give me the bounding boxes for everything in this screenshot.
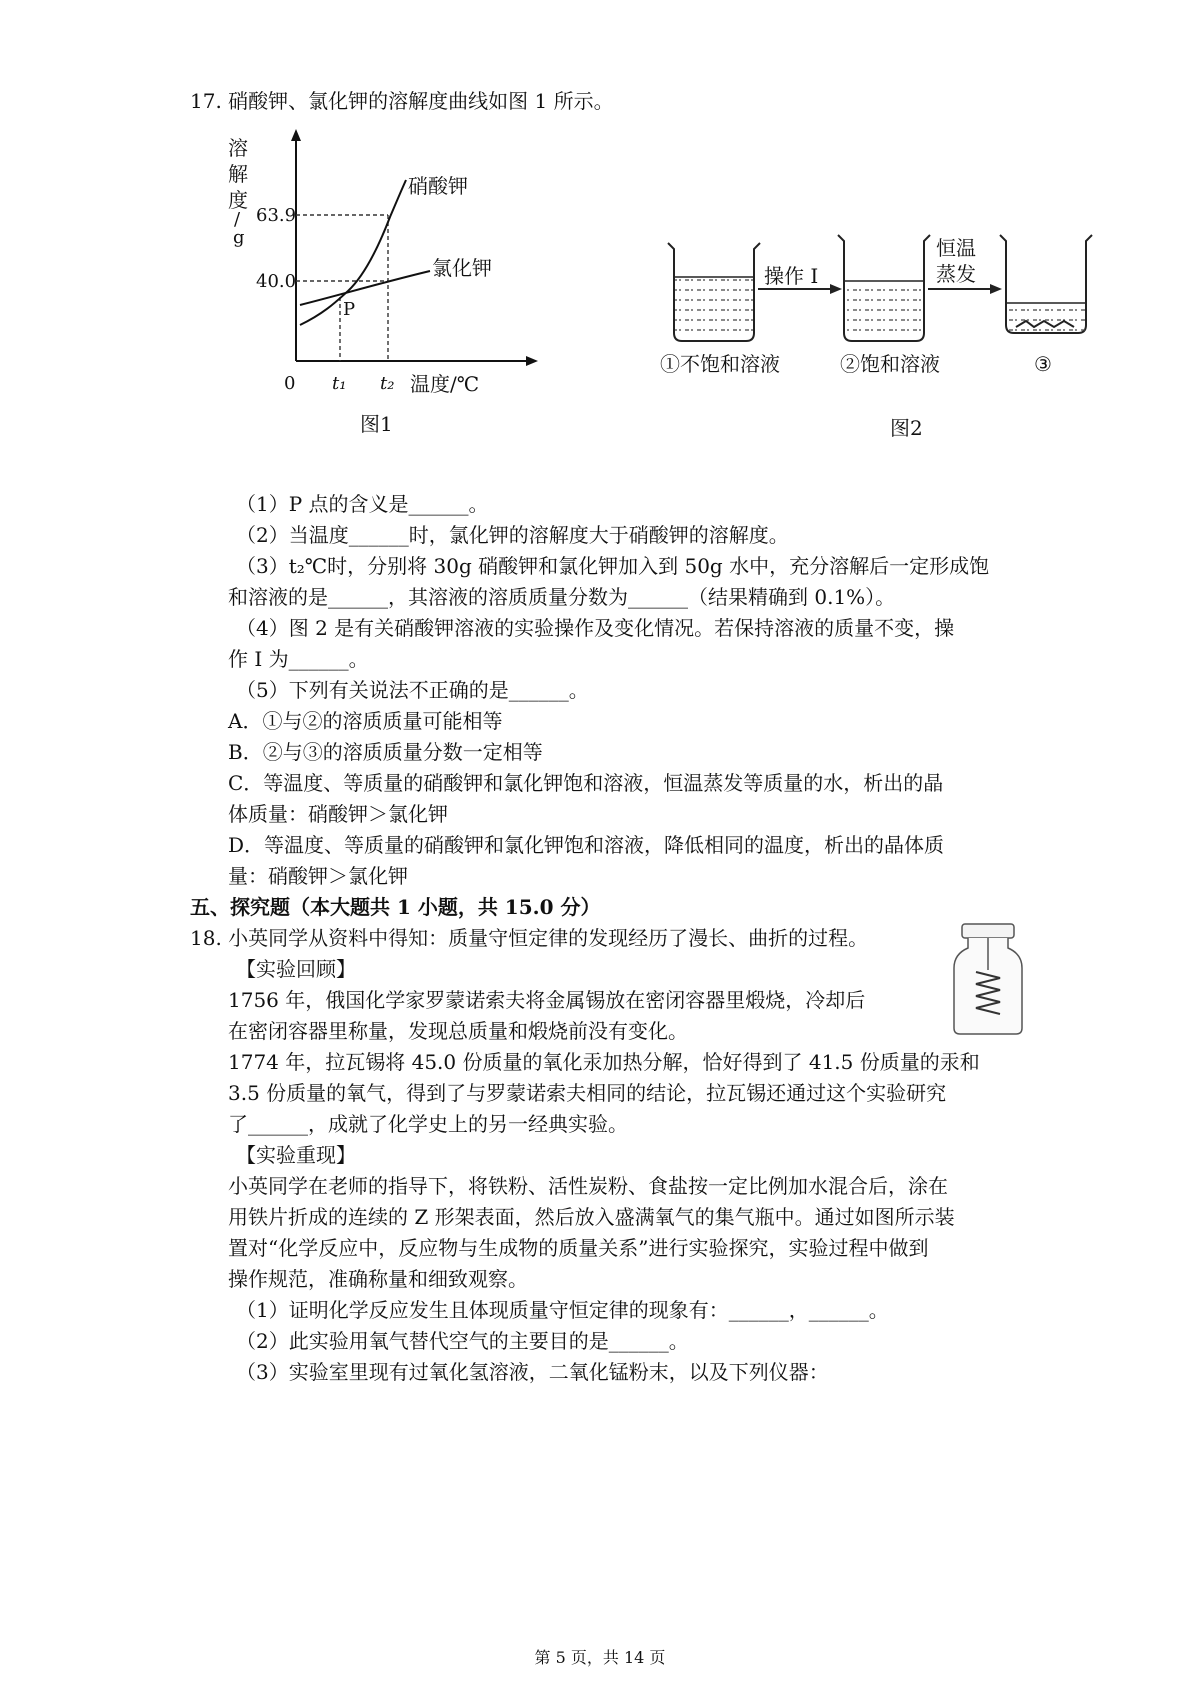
q18-heading-reproduce: 【实验重现】	[236, 1143, 356, 1167]
q18-line: 18. 小英同学从资料中得知：质量守恒定律的发现经历了漫长、曲折的过程。	[190, 926, 869, 950]
q18-line: 置对“化学反应中，反应物与生成物的质量关系”进行实验探究，实验过程中做到	[228, 1236, 929, 1260]
q18-line: 了______，成就了化学史上的另一经典实验。	[228, 1112, 628, 1136]
x-tick-t1: t₁	[332, 373, 347, 394]
q18-line: 操作规范，准确称量和细致观察。	[228, 1267, 528, 1291]
q17-line: （3）t₂℃时，分别将 30g 硝酸钾和氯化钾加入到 50g 水中，充分溶解后一定形成饱	[236, 554, 990, 578]
q18-line: （1）证明化学反应发生且体现质量守恒定律的现象有：______，______。	[236, 1298, 889, 1322]
y-axis-label-char: /	[234, 209, 241, 230]
beaker-3	[1000, 235, 1092, 333]
q18-line: 1756 年，俄国化学家罗蒙诺索夫将金属锡放在密闭容器里煅烧，冷却后	[228, 988, 866, 1012]
q17-line: （2）当温度______时，氯化钾的溶解度大于硝酸钾的溶解度。	[236, 523, 789, 547]
q17-option-b: B．②与③的溶质质量分数一定相等	[228, 740, 543, 764]
q17-line: （1）P 点的含义是______。	[236, 492, 489, 516]
figure-1-caption: 图1	[360, 412, 393, 436]
q18-line: 1774 年，拉瓦锡将 45.0 份质量的氧化汞加热分解，恰好得到了 41.5 份质量的汞和	[228, 1050, 980, 1074]
y-axis-label-char: 度	[228, 188, 248, 212]
arrow-1-label: 操作 I	[764, 264, 819, 288]
figure-2-caption: 图2	[890, 416, 923, 440]
q18-line: 3.5 份质量的氧气，得到了与罗蒙诺索夫相同的结论，拉瓦锡还通过这个实验研究	[228, 1081, 947, 1105]
series-label-kcl: 氯化钾	[432, 256, 492, 280]
y-tick-63-9: 63.9	[256, 205, 297, 226]
q17-stem: 17. 硝酸钾、氯化钾的溶解度曲线如图 1 所示。	[190, 89, 614, 113]
x-tick-t2: t₂	[380, 373, 395, 394]
q17-option-d: D．等温度、等质量的硝酸钾和氯化钾饱和溶液，降低相同的温度，析出的晶体质	[228, 833, 945, 857]
q18-line: 用铁片折成的连续的 Z 形架表面，然后放入盛满氧气的集气瓶中。通过如图所示装	[228, 1205, 955, 1229]
curve-kcl	[300, 271, 430, 305]
q17-option-a: A．①与②的溶质质量可能相等	[228, 709, 503, 733]
arrow-2-label-line1: 恒温	[936, 236, 976, 260]
origin-label: 0	[284, 373, 296, 394]
beaker-1	[668, 243, 760, 341]
section-heading: 五、探究题（本大题共 1 小题，共 15.0 分）	[190, 895, 601, 919]
q17-line: （5）下列有关说法不正确的是______。	[236, 678, 589, 702]
page-footer: 第 5 页，共 14 页	[534, 1648, 666, 1667]
q17-option-c: C．等温度、等质量的硝酸钾和氯化钾饱和溶液，恒温蒸发等质量的水，析出的晶	[228, 771, 944, 795]
q18-line: （3）实验室里现有过氧化氢溶液，二氧化锰粉末，以及下列仪器：	[236, 1360, 829, 1384]
beaker-2	[838, 235, 930, 341]
y-tick-40-0: 40.0	[256, 271, 297, 292]
q18-line: 小英同学在老师的指导下，将铁粉、活性炭粉、食盐按一定比例加水混合后，涂在	[228, 1174, 948, 1198]
y-axis-label-char: 解	[228, 162, 248, 186]
x-axis-arrow	[526, 356, 538, 366]
y-axis-arrow	[291, 129, 301, 141]
y-axis-label-char: g	[233, 227, 245, 248]
q17-line: （4）图 2 是有关硝酸钾溶液的实验操作及变化情况。若保持溶液的质量不变，操	[236, 616, 955, 640]
q17-option-d-cont: 量：硝酸钾＞氯化钾	[228, 864, 408, 888]
q17-line: 和溶液的是______，其溶液的溶质质量分数为______（结果精确到 0.1%）。	[228, 585, 896, 609]
q18-line: 在密闭容器里称量，发现总质量和煅烧前没有变化。	[228, 1019, 688, 1043]
q18-heading-review: 【实验回顾】	[236, 957, 356, 981]
figure-1-solubility-chart	[220, 125, 540, 445]
q17-line: 作 I 为______。	[228, 647, 369, 671]
beaker-2-label: ②饱和溶液	[840, 352, 940, 376]
figure-2-beakers	[660, 215, 1140, 455]
gas-jar-illustration	[948, 920, 1028, 1038]
beaker-1-label: ①不饱和溶液	[660, 352, 780, 376]
x-axis-label: 温度/℃	[410, 372, 480, 396]
point-p-label: P	[343, 299, 356, 320]
q17-option-c-cont: 体质量：硝酸钾＞氯化钾	[228, 802, 448, 826]
series-label-kno3: 硝酸钾	[408, 174, 468, 198]
beaker-3-label: ③	[1034, 352, 1052, 376]
arrow-2-label-line2: 蒸发	[936, 262, 976, 286]
y-axis-label-char: 溶	[228, 136, 248, 160]
q18-line: （2）此实验用氧气替代空气的主要目的是______。	[236, 1329, 689, 1353]
